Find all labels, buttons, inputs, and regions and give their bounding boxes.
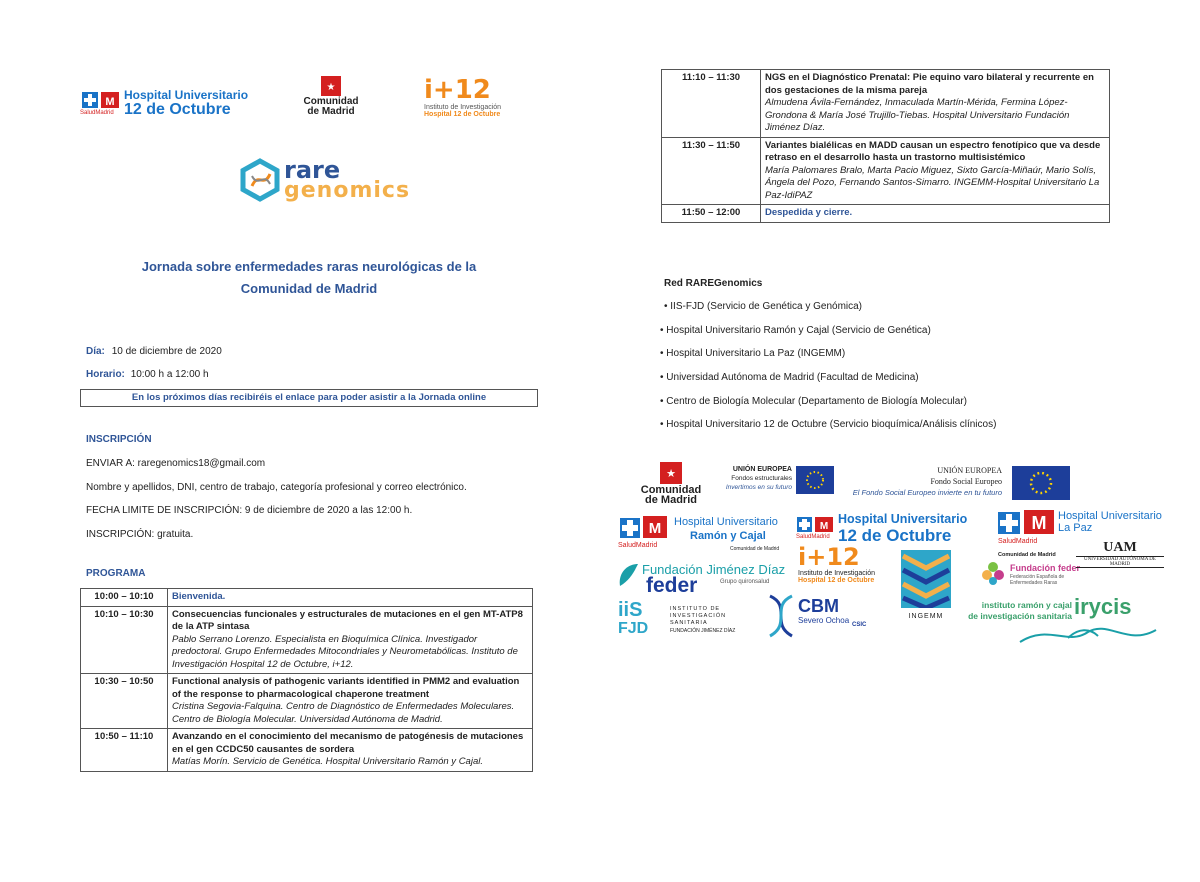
sponsor-uam	[1076, 540, 1164, 572]
h12-salud: SaludMadrid	[796, 534, 830, 540]
ingemm-icon	[901, 550, 951, 608]
sponsor-comunidad-line2: de Madrid	[645, 494, 697, 506]
sponsor-imas12-sub2: Hospital 12 de Octubre	[798, 577, 875, 584]
session-title: NGS en el Diagnóstico Prenatal: Pie equino varo bilateral y recurrente en dos gestaciones de la misma pareja	[765, 72, 1094, 96]
comunidad-line1: Comunidad	[303, 96, 359, 107]
inscripcion-heading: INSCRIPCIÓN	[86, 434, 152, 445]
programa-heading: PROGRAMA	[86, 568, 146, 579]
enviar-email: ENVIAR A: raregenomics18@gmail.com	[86, 458, 266, 469]
session-title: Consecuencias funcionales y estructurales de mutaciones en el gen MT-ATP8 de la ATP sintasa	[172, 608, 523, 633]
session-cell	[761, 70, 1110, 138]
sponsor-ue-fondo-social	[838, 466, 1072, 502]
table-row	[81, 606, 533, 674]
fjd-line1: Fundación Jiménez Díaz	[642, 562, 786, 577]
programa-table-right	[661, 69, 1110, 223]
iis-mark: iiS	[618, 599, 643, 621]
session-cell	[761, 205, 1110, 223]
iis-sub2: FUNDACIÓN JIMÉNEZ DÍAZ	[670, 628, 736, 634]
ue2-line1: UNIÓN EUROPEA	[937, 466, 1002, 475]
hospital-name-line2: 12 de Octubre	[124, 101, 231, 118]
horario-row	[86, 369, 209, 380]
table-row	[662, 137, 1110, 205]
session-time: 11:30 – 11:50	[662, 137, 761, 205]
session-cell	[168, 589, 533, 607]
red-item-label: Hospital Universitario 12 de Octubre (Servicio bioquímica/Análisis clínicos)	[666, 419, 997, 430]
feder-text: feder	[646, 574, 698, 597]
red-heading: Red RAREGenomics	[664, 278, 763, 289]
salud-madrid-icon	[996, 508, 1056, 536]
session-authors: Matías Morín. Servicio de Genética. Hospital Universitario Ramón y Cajal.	[172, 756, 483, 768]
eu-flag-icon	[796, 466, 834, 494]
svg-text:M: M	[1031, 513, 1047, 533]
sponsor-imas12	[798, 544, 894, 592]
ingemm-text: INGEMM	[908, 613, 944, 620]
jornada-title-line2: Comunidad de Madrid	[240, 281, 378, 296]
programa-table-left	[80, 588, 533, 772]
cbm-mark: CBM	[798, 596, 839, 616]
dia-value: 10 de diciembre de 2020	[111, 346, 222, 357]
online-notice-box: En los próximos días recibiréis el enlace para poder asistir a la Jornada online	[80, 389, 538, 407]
red-item-label: Hospital Universitario Ramón y Cajal (Servicio de Genética)	[666, 325, 931, 336]
imas12-logo	[424, 76, 524, 126]
session-authors: Cristina Segovia-Falquina. Centro de Diagnóstico de Enfermedades Moleculares. Centro de Biología Molecular. Universidad Autónoma de Madrid.	[172, 701, 515, 725]
fjd-line2: Grupo quironsalud	[720, 579, 770, 585]
table-row	[81, 674, 533, 729]
genomics-text: genomics	[284, 178, 411, 203]
session-title: Avanzando en el conocimiento del mecanismo de patogénesis de mutaciones en el gen CCDC50 causantes de sordera	[172, 731, 524, 755]
session-authors: Pablo Serrano Lorenzo. Especialista en Bioquímica Clínica. Investigador predoctoral. Grupo Enfermedades Mitocondriales y Neurometabólicas. Instituto de Investigación Hospital 12 de Octubre, i+12.	[172, 633, 518, 670]
ue1-line1: UNIÓN EUROPEA	[732, 466, 792, 473]
session-authors: Almudena Ávila-Fernández, Inmaculada Martín-Mérida, Fermina López-Grondona & María José Trujillo-Tiebas. Hospital Universitario Fundación Jiménez Díaz.	[765, 97, 1070, 134]
fundfeder-line2: Federación Española de Enfermedades Raras	[1010, 574, 1065, 586]
red-item-label: IIS-FJD (Servicio de Genética y Genómica)	[670, 301, 863, 312]
sponsor-ue-fondos-estructurales	[712, 466, 836, 500]
svg-text:★: ★	[326, 82, 336, 93]
ue1-line2: Fondos estructurales	[731, 475, 792, 482]
imas12-sub2: Hospital 12 de Octubre	[424, 111, 501, 118]
uam-mark: UAM	[1103, 540, 1137, 555]
session-time: 10:10 – 10:30	[81, 606, 168, 674]
sponsor-ingemm	[900, 550, 952, 622]
dna-helix-icon	[766, 594, 796, 638]
irycis-swirl-icon	[1018, 620, 1158, 648]
dna-hexagon-icon	[238, 158, 282, 202]
hospital-name-line1: Hospital Universitario	[124, 88, 249, 102]
red-item: • Hospital Universitario Ramón y Cajal (Servicio de Genética)	[660, 325, 931, 336]
ue1-line3: Invertimos en su futuro	[725, 484, 792, 491]
salud-madrid-icon	[796, 514, 836, 534]
fecha-limite: FECHA LIMITE DE INSCRIPCIÓN: 9 de diciembre de 2020 a las 12:00 h.	[86, 505, 413, 516]
red-item: • Centro de Biología Molecular (Departamento de Biología Molecular)	[660, 396, 967, 407]
session-cell	[168, 606, 533, 674]
h12-line2: 12 de Octubre	[838, 526, 952, 545]
sponsor-comunidad-line1: Comunidad	[640, 484, 702, 496]
session-title: Functional analysis of pathogenic variants identified in PMM2 and evaluation of the response to pharmacological chaperone treatment	[172, 676, 520, 700]
salud-madrid-text: SaludMadrid	[80, 110, 114, 116]
ue2-line2: Fondo Social Europeo	[930, 477, 1002, 486]
irycis-mark: irycis	[1074, 594, 1132, 619]
table-row	[662, 205, 1110, 223]
irycis-line2: de investigación sanitaria	[968, 611, 1072, 621]
hospital-12-octubre-logo	[80, 86, 260, 122]
session-time: 10:50 – 11:10	[81, 729, 168, 772]
ryc-line1: Hospital Universitario	[674, 516, 778, 528]
datos-requeridos: Nombre y apellidos, DNI, centro de trabajo, categoría profesional y correo electrónico.	[86, 482, 467, 493]
session-cell	[761, 137, 1110, 205]
comunidad-madrid-logo	[296, 76, 366, 122]
h12-line1: Hospital Universitario	[838, 512, 968, 526]
fjd-mark: FJD	[618, 620, 649, 637]
ryc-cm: Comunidad de Madrid	[730, 546, 780, 552]
red-item: • Hospital Universitario 12 de Octubre (Servicio bioquímica/Análisis clínicos)	[660, 419, 997, 430]
jornada-title-line1: Jornada sobre enfermedades raras neurológicas de la	[141, 259, 477, 274]
session-title: Variantes bialélicas en MADD causan un espectro fenotípico que va desde retraso en el desarrollo hasta un trastorno multisistémico	[765, 139, 1101, 164]
svg-text:M: M	[105, 96, 115, 108]
session-title: Bienvenida.	[172, 591, 226, 602]
table-row	[81, 729, 533, 772]
red-item: • Hospital Universitario La Paz (INGEMM)	[660, 348, 846, 359]
svg-text:★: ★	[666, 467, 676, 480]
session-time: 11:50 – 12:00	[662, 205, 761, 223]
comunidad-madrid-stars-icon	[660, 462, 682, 484]
lapaz-salud: SaludMadrid	[998, 538, 1038, 545]
svg-text:M: M	[819, 521, 829, 532]
session-cell	[168, 674, 533, 729]
eu-flag-icon	[1012, 466, 1070, 500]
session-time: 10:00 – 10:10	[81, 589, 168, 607]
sponsor-cbm	[766, 592, 870, 640]
red-item-label: Universidad Autónoma de Madrid (Facultad de Medicina)	[666, 372, 919, 383]
sponsor-iis-fjd	[618, 600, 748, 642]
dia-row	[86, 346, 222, 357]
session-cell	[168, 729, 533, 772]
sponsor-comunidad-madrid	[636, 462, 706, 506]
fundfeder-line1: Fundación feder	[1010, 563, 1081, 573]
feder-flower-icon	[980, 560, 1006, 586]
comunidad-madrid-stars-icon	[321, 76, 341, 96]
inscripcion-gratuita: INSCRIPCIÓN: gratuita.	[86, 529, 194, 540]
dia-label: Día:	[86, 346, 105, 357]
irycis-line1: instituto ramón y cajal	[981, 600, 1072, 610]
ue2-line3: El Fondo Social Europeo invierte en tu futuro	[852, 488, 1002, 497]
red-item-label: Hospital Universitario La Paz (INGEMM)	[666, 348, 846, 359]
svg-text:M: M	[648, 520, 662, 537]
fundfeder-cm: Comunidad de Madrid	[998, 552, 1056, 558]
cbm-csic: CSIC	[852, 622, 867, 628]
salud-madrid-icon	[618, 514, 670, 540]
rare-text: rare	[284, 156, 341, 184]
session-time: 10:30 – 10:50	[81, 674, 168, 729]
sponsor-fundacion-jimenez-diaz	[616, 560, 786, 604]
session-title: Despedida y cierre.	[765, 207, 853, 219]
sponsor-imas12-mark: i+12	[798, 543, 860, 571]
raregenomics-logo	[238, 156, 418, 206]
sponsor-imas12-sub1: Instituto de Investigación	[798, 570, 876, 577]
comunidad-line2: de Madrid	[307, 106, 355, 117]
horario-label: Horario:	[86, 369, 125, 380]
iis-sub1: INSTITUTO DE INVESTIGACIÓN SANITARIA	[670, 606, 727, 626]
lapaz-line1: Hospital Universitario	[1058, 510, 1162, 522]
table-row	[662, 70, 1110, 138]
session-authors: María Palomares Bralo, Marta Pacio Miguez, Sixto García-Miñaúr, Mario Solís, Ángela del Pozo, Fernando Santos-Simarro. INGEMM-Hospital Universitario La Paz-IdiPAZ	[765, 164, 1100, 201]
imas12-mark: i+12	[424, 75, 491, 105]
sponsor-hospital-ramon-y-cajal	[618, 512, 790, 554]
lapaz-line2: La Paz	[1058, 522, 1093, 534]
ryc-salud: SaludMadrid	[618, 542, 658, 549]
red-item: • Universidad Autónoma de Madrid (Facultad de Medicina)	[660, 372, 919, 383]
session-time: 11:10 – 11:30	[662, 70, 761, 138]
horario-value: 10:00 h a 12:00 h	[130, 369, 209, 380]
uam-name: UNIVERSIDAD AUTÓNOMA DE MADRID	[1076, 556, 1164, 568]
sponsor-fundacion-feder	[980, 552, 1084, 592]
jornada-title	[80, 256, 538, 300]
imas12-sub1: Instituto de Investigación	[424, 104, 502, 111]
cbm-severo: Severo Ochoa	[798, 616, 850, 625]
table-row	[81, 589, 533, 607]
salud-madrid-icon	[80, 88, 122, 110]
sponsor-irycis	[958, 594, 1164, 650]
red-item-label: Centro de Biología Molecular (Departamento de Biología Molecular)	[666, 396, 967, 407]
fjd-leaf-icon	[616, 562, 640, 588]
red-item: • IIS-FJD (Servicio de Genética y Genómica)	[664, 301, 863, 312]
ryc-line2: Ramón y Cajal	[690, 530, 766, 542]
